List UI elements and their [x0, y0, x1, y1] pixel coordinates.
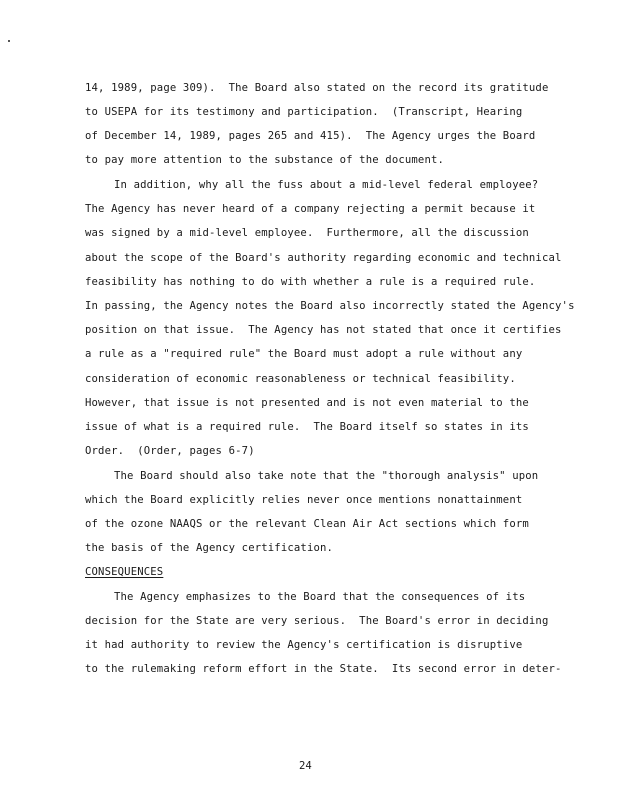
text-line: However, that issue is not presented and is not even material to the	[85, 397, 529, 409]
text-line: The Agency has never heard of a company rejecting a permit because it	[85, 203, 536, 215]
text-line: to USEPA for its testimony and participation. (Transcript, Hearing	[85, 106, 523, 118]
paragraph-start-line: The Board should also take note that the "thorough analysis" upon	[114, 470, 539, 482]
scan-speck	[8, 40, 10, 42]
text-line: was signed by a mid-level employee. Furthermore, all the discussion	[85, 227, 529, 239]
text-line: consideration of economic reasonableness or technical feasibility.	[85, 373, 516, 385]
text-line: which the Board explicitly relies never once mentions nonattainment	[85, 494, 523, 506]
text-line: Order. (Order, pages 6-7)	[85, 445, 255, 457]
text-line: of the ozone NAAQS or the relevant Clean Air Act sections which form	[85, 518, 529, 530]
text-line: the basis of the Agency certification.	[85, 542, 334, 554]
text-line: about the scope of the Board's authority regarding economic and technical	[85, 252, 562, 264]
text-line: to the rulemaking reform effort in the State. Its second error in deter-	[85, 663, 562, 675]
page-number: 24	[299, 760, 312, 772]
paragraph-start-line: In addition, why all the fuss about a mid-level federal employee?	[114, 179, 539, 191]
text-line: In passing, the Agency notes the Board also incorrectly stated the Agency's	[85, 300, 575, 312]
text-line: a rule as a "required rule" the Board must adopt a rule without any	[85, 348, 523, 360]
text-line: to pay more attention to the substance of the document.	[85, 154, 445, 166]
text-line: issue of what is a required rule. The Board itself so states in its	[85, 421, 529, 433]
text-line: it had authority to review the Agency's certification is disruptive	[85, 639, 523, 651]
text-line: decision for the State are very serious. The Board's error in deciding	[85, 615, 549, 627]
text-line: position on that issue. The Agency has not stated that once it certifies	[85, 324, 562, 336]
text-line: 14, 1989, page 309). The Board also stated on the record its gratitude	[85, 82, 549, 94]
text-line: of December 14, 1989, pages 265 and 415). The Agency urges the Board	[85, 130, 536, 142]
section-heading: CONSEQUENCES	[85, 566, 164, 578]
paragraph-start-line: The Agency emphasizes to the Board that the consequences of its	[114, 591, 526, 603]
text-line: feasibility has nothing to do with whether a rule is a required rule.	[85, 276, 536, 288]
